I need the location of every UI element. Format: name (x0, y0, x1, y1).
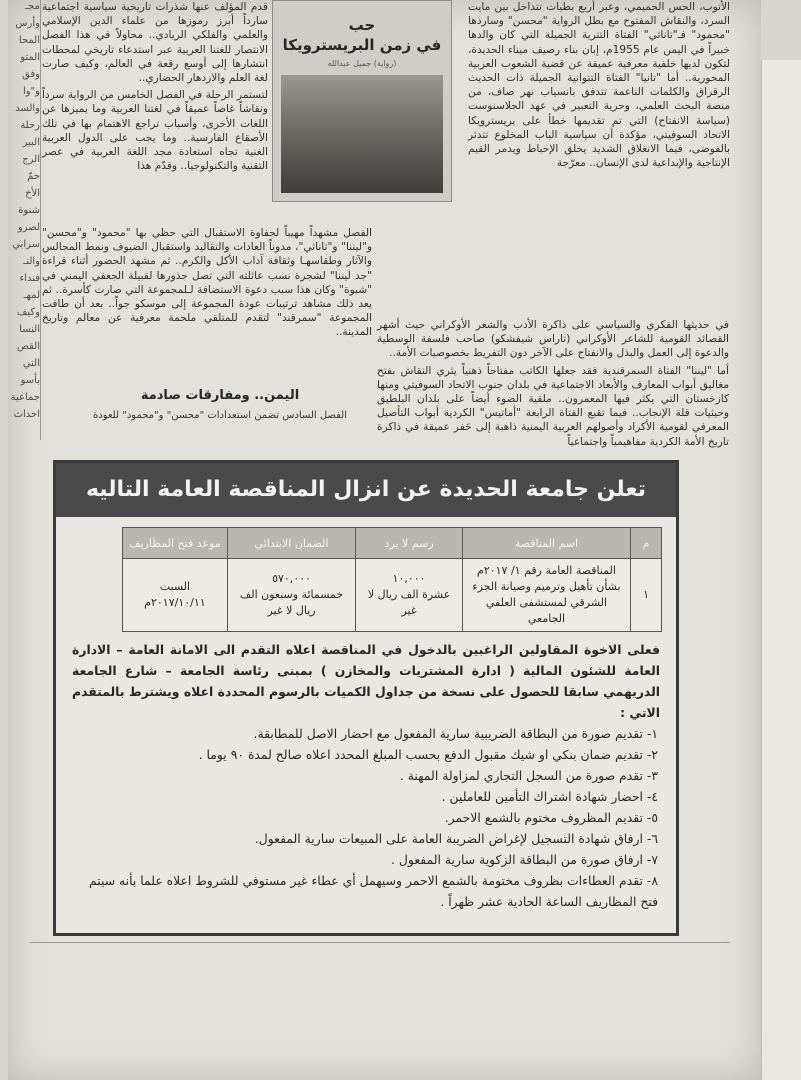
fee-number: ١٠,٠٠٠ (392, 572, 426, 585)
book-subtitle: (رواية) جميل عبدالله (327, 59, 397, 68)
col-header-number: م (631, 528, 662, 559)
cut-column-line: احداث (13, 409, 40, 420)
cell-fee (356, 559, 463, 632)
article-paragraph: لتستمر الرحلة في الفصل الخامس من الرواية سرداً ونقاشاً غاصاً عميقاً في لغتنا العربية وما يميزها عن اللغات الأخرى، وأسباب تراجع الاهتمام بها في تلك الأصقاع الفارسية.. وما يجب على الدول العربية الغنية تجاه استعادة مجد اللغة العربية في عصر التقنية والتكنولوجيا.. وقدّم هذا (42, 89, 268, 173)
cut-column-line: النسا (19, 324, 40, 335)
cut-column-line: وأرس (15, 18, 40, 29)
tender-advertisement (53, 460, 679, 936)
cut-column-line: وفق (22, 69, 40, 80)
table-row (123, 559, 662, 632)
cut-column-line: سرابي (12, 239, 40, 250)
ad-intro-text: فعلى الاخوة المقاولين الراغبين بالدخول في المناقصة اعلاه التقدم الى الامانة العامة – الادارة العامة للشئون المالية ( ادارة المشتريات والمخازن ) بمبنى رئاسة الجامعة – شارع الجامعة الدريهمي سابقا للحصول على نسخة من جداول الكميات بالرسوم المحددة اعلاه ويشترط بالمتقدم الاتي : (72, 642, 660, 720)
cut-column-line: والسد (15, 103, 40, 114)
section-caption: الفصل السادس تضمن استعدادات "محسن" و"محمود" للعودة (93, 410, 347, 421)
cut-column-line: شنوة (18, 205, 40, 216)
list-item: ٥- تقديم المظروف مختوم بالشمع الاحمر. (444, 810, 658, 825)
cut-column-line: الرج (22, 154, 40, 165)
guarantee-words: خمسمائة وسبعون الف ريال لا غير (239, 588, 344, 617)
col-header-guarantee: الضمان الابتدائي (227, 528, 355, 559)
article-column-left-lower (42, 226, 372, 343)
cut-column-line: لمهـ (23, 290, 40, 301)
cell-number: ١ (631, 559, 662, 632)
cut-column-line: فنداء (19, 273, 40, 284)
guarantee-number: ٥٧٠,٠٠٠ (272, 572, 312, 585)
book-cover-image (272, 0, 452, 202)
cut-column-line: جماعية (10, 392, 40, 403)
left-cut-column (0, 0, 41, 440)
cut-column-line: القص (16, 341, 40, 352)
opening-date: ٢٠١٧/١٠/١١م (144, 596, 206, 609)
article-paragraph: الأتوب، الحس الحميمي، وعبر أربع بطبات تتداخل بين مايت السرد، والنقاش المفتوح مع بطل الرواية "محسن" وساردها "محمود" فـ"تاناثي" الفتاة التترية الجميلة التي كان والدها خبيراً في اليمن عام 1955م، إبان بناء رصيف ميناء الحديدة، لتكون لديها خلفية معرفية عميقة عن قضية الشعوب العربية المحورية.. أما "تانيا" الفتاة التتوانية الجميلة ذات الحديث الرقراق والكلمات الناعمة تتدفق بانسياب نهر صاف، من منصة البحث العلمي، وحرية التعبير في عهد الجلاسنوست (سياسة الانفتاح) التي تم تقديمها خطأ على بريسترويكا الاتحاد السوفيتي، مؤكدة أن سياسية الباب المخلوع تتدثر بالفوضى، فيما الانغلاق الشديد يخلق الإحباط ويدمر القيم الإنتاجية والإبداعية لدى الإنسان.. معرّجة (468, 1, 730, 170)
cut-column-line: المحا (18, 35, 40, 46)
conditions-list (72, 723, 658, 912)
ad-header: تعلن جامعة الحديدة عن انزال المناقصة العامة التاليه (56, 463, 676, 517)
article-paragraph: أما "ليننا" الفتاة السمرقندية فقد جعلها الكاتب مفتاحاً ذهنياً يثري النقاش بفتح مغاليق أبواب المعارف والأبعاد الاجتماعية في بلدان جنوب الاتحاد السوفيتي ومنها كازخستان التي يكثر فيها المعمرون.. ملقية الضوء أيضاً على بلدان البلطيق وحيثيات قلة الإنجاب.. فيما تقبع الفتاة الرابعة "أماتيس" الكردية أبواب التأصيل المعرفي لقومية الأكراد وأصولهم العربية اليمنية ذاهبة إلى حَفر عميقة في ذاكرة تاريخ الأمة الكردية مفاهيمياً واجتماعياً (377, 364, 729, 448)
cut-column-line: التي (22, 358, 40, 369)
list-item: ٢- تقديم ضمان بنكي او شيك مقبول الدفع بحسب المبلغ المحدد اعلاه صالح لمدة ٩٠ يوما . (198, 747, 658, 762)
section-heading: اليمن.. ومفارقات صادمة (140, 388, 300, 403)
cut-column-line: البير (22, 137, 40, 148)
list-item: ١- تقديم صورة من البطاقة الضريبية سارية المفعول مع احضار الاصل للمطابقة. (253, 726, 658, 741)
col-header-opening-date: موعد فتح المظاريف (123, 528, 228, 559)
opening-day: السبت (159, 580, 191, 593)
fee-words: عشرة الف ريال لا غير (367, 588, 451, 617)
table-header-row (123, 528, 662, 559)
list-item: ٦- ارفاق شهادة التسجيل لإغراض الضريبة العامة على المبيعات سارية المفعول. (254, 831, 658, 846)
cut-column-line: بأسو (20, 375, 40, 386)
cell-guarantee (227, 559, 355, 632)
cut-column-line: المتو (20, 52, 40, 63)
cut-column-line: حمّ (27, 171, 40, 182)
tender-table (122, 527, 662, 632)
list-item: ٧- ارفاق صورة من البطاقة الزكوية سارية المفعول . (391, 852, 658, 867)
article-column-left (42, 0, 268, 176)
article-paragraph: قدم المؤلف عنها شذرات تاريخية سياسية اجتماعية سارداً أبرز رموزها من علماء الدين الإسلامي والعلمي والفلكي الريادي.. محاولاً في هذا الفصل الانتصار للغتنا العربية عبر استدعاء تاريخي لمحطات انتشارها إلى أوسع رقعة في العالم، وكيف صارت لغة العلم والازدهار الحضاري.. (42, 1, 268, 85)
cut-column-line: و"وا (22, 86, 40, 97)
list-item: ٨- تقدم العطاءات بظروف مختومة بالشمع الاحمر وسيهمل أي عطاء غير مستوفي للشروط اعلاه علما بأنه سيتم فتح المظاريف الساعة الحادية عشر ظهراً . (88, 873, 658, 909)
cut-column-line: مجـ (25, 1, 40, 12)
cut-column-line: رحلة (20, 120, 40, 131)
cell-opening-date (123, 559, 228, 632)
article-column-middle (377, 318, 729, 452)
cut-column-line: والنـ (23, 256, 40, 267)
article-paragraph: في حديثها الفكري والسياسي على ذاكرة الأدب والشعر الأوكراني حيث أشهر القصائد القومية للشاعر الأوكراني (تاراس شيفشكو) صاحب فلسفة الوسطية والدعوة إلى العمل والبذل والانفتاح على الآخر دون التفريط بخصوصيات الأمة.. (377, 319, 729, 360)
col-header-tender-name: اسم المناقصة (462, 528, 630, 559)
cut-column-line: لصرو (17, 222, 40, 233)
cut-column-line: وكيف (17, 307, 40, 318)
book-cover-photo (281, 75, 443, 193)
col-header-fee: رسم لا يرد (356, 528, 463, 559)
list-item: ٤- احضار شهادة اشتراك التأمين للعاملين . (441, 789, 658, 804)
adjacent-page-edge (761, 60, 801, 1080)
cell-tender-name: المناقصة العامة رقم ١/ ٢٠١٧م بشأن تأهيل وترميم وصيانة الجزء الشرقي لمستشفى العلفي الجامعي (462, 559, 630, 632)
list-item: ٣- تقدم صورة من السجل التجاري لمزاولة المهنة . (399, 768, 658, 783)
book-title: حب في زمن البريسترويكا (282, 16, 442, 54)
page-divider (30, 942, 730, 943)
cut-column-line: الأخ (25, 188, 40, 199)
article-column-right (468, 0, 730, 173)
article-paragraph: الفصل مشهداً مهيباً لحفاوة الاستقبال التي حظي بها "محمود" و"محسن" و"ليننا" و"تاناثي"، مدوناً العادات والتقاليد واستقبال الضيوف ونمط المجالس والآثار وطقاسهـا وثقافة آداب الأكل والكرم.. ثم مشهد الحضور أثناء قراءة "جد ليننا" لشجرة نسب عائلته التي تصل جذورها لقبيلة الجعفي اليمني في "شبوة" وكان هذا سبب دعوة الاستضافة لـلمجموعة التي صارت كأسرة.. ثم يعد ذلك مشاهد ترتيبات عودة المجموعة إلى موسكو جواً.. بعد أن طافت المجموعة "سمرقند" لتقدم للمتلقي ملحمة معرفية عن معالم وتاريخ المدينة.. (42, 227, 372, 339)
